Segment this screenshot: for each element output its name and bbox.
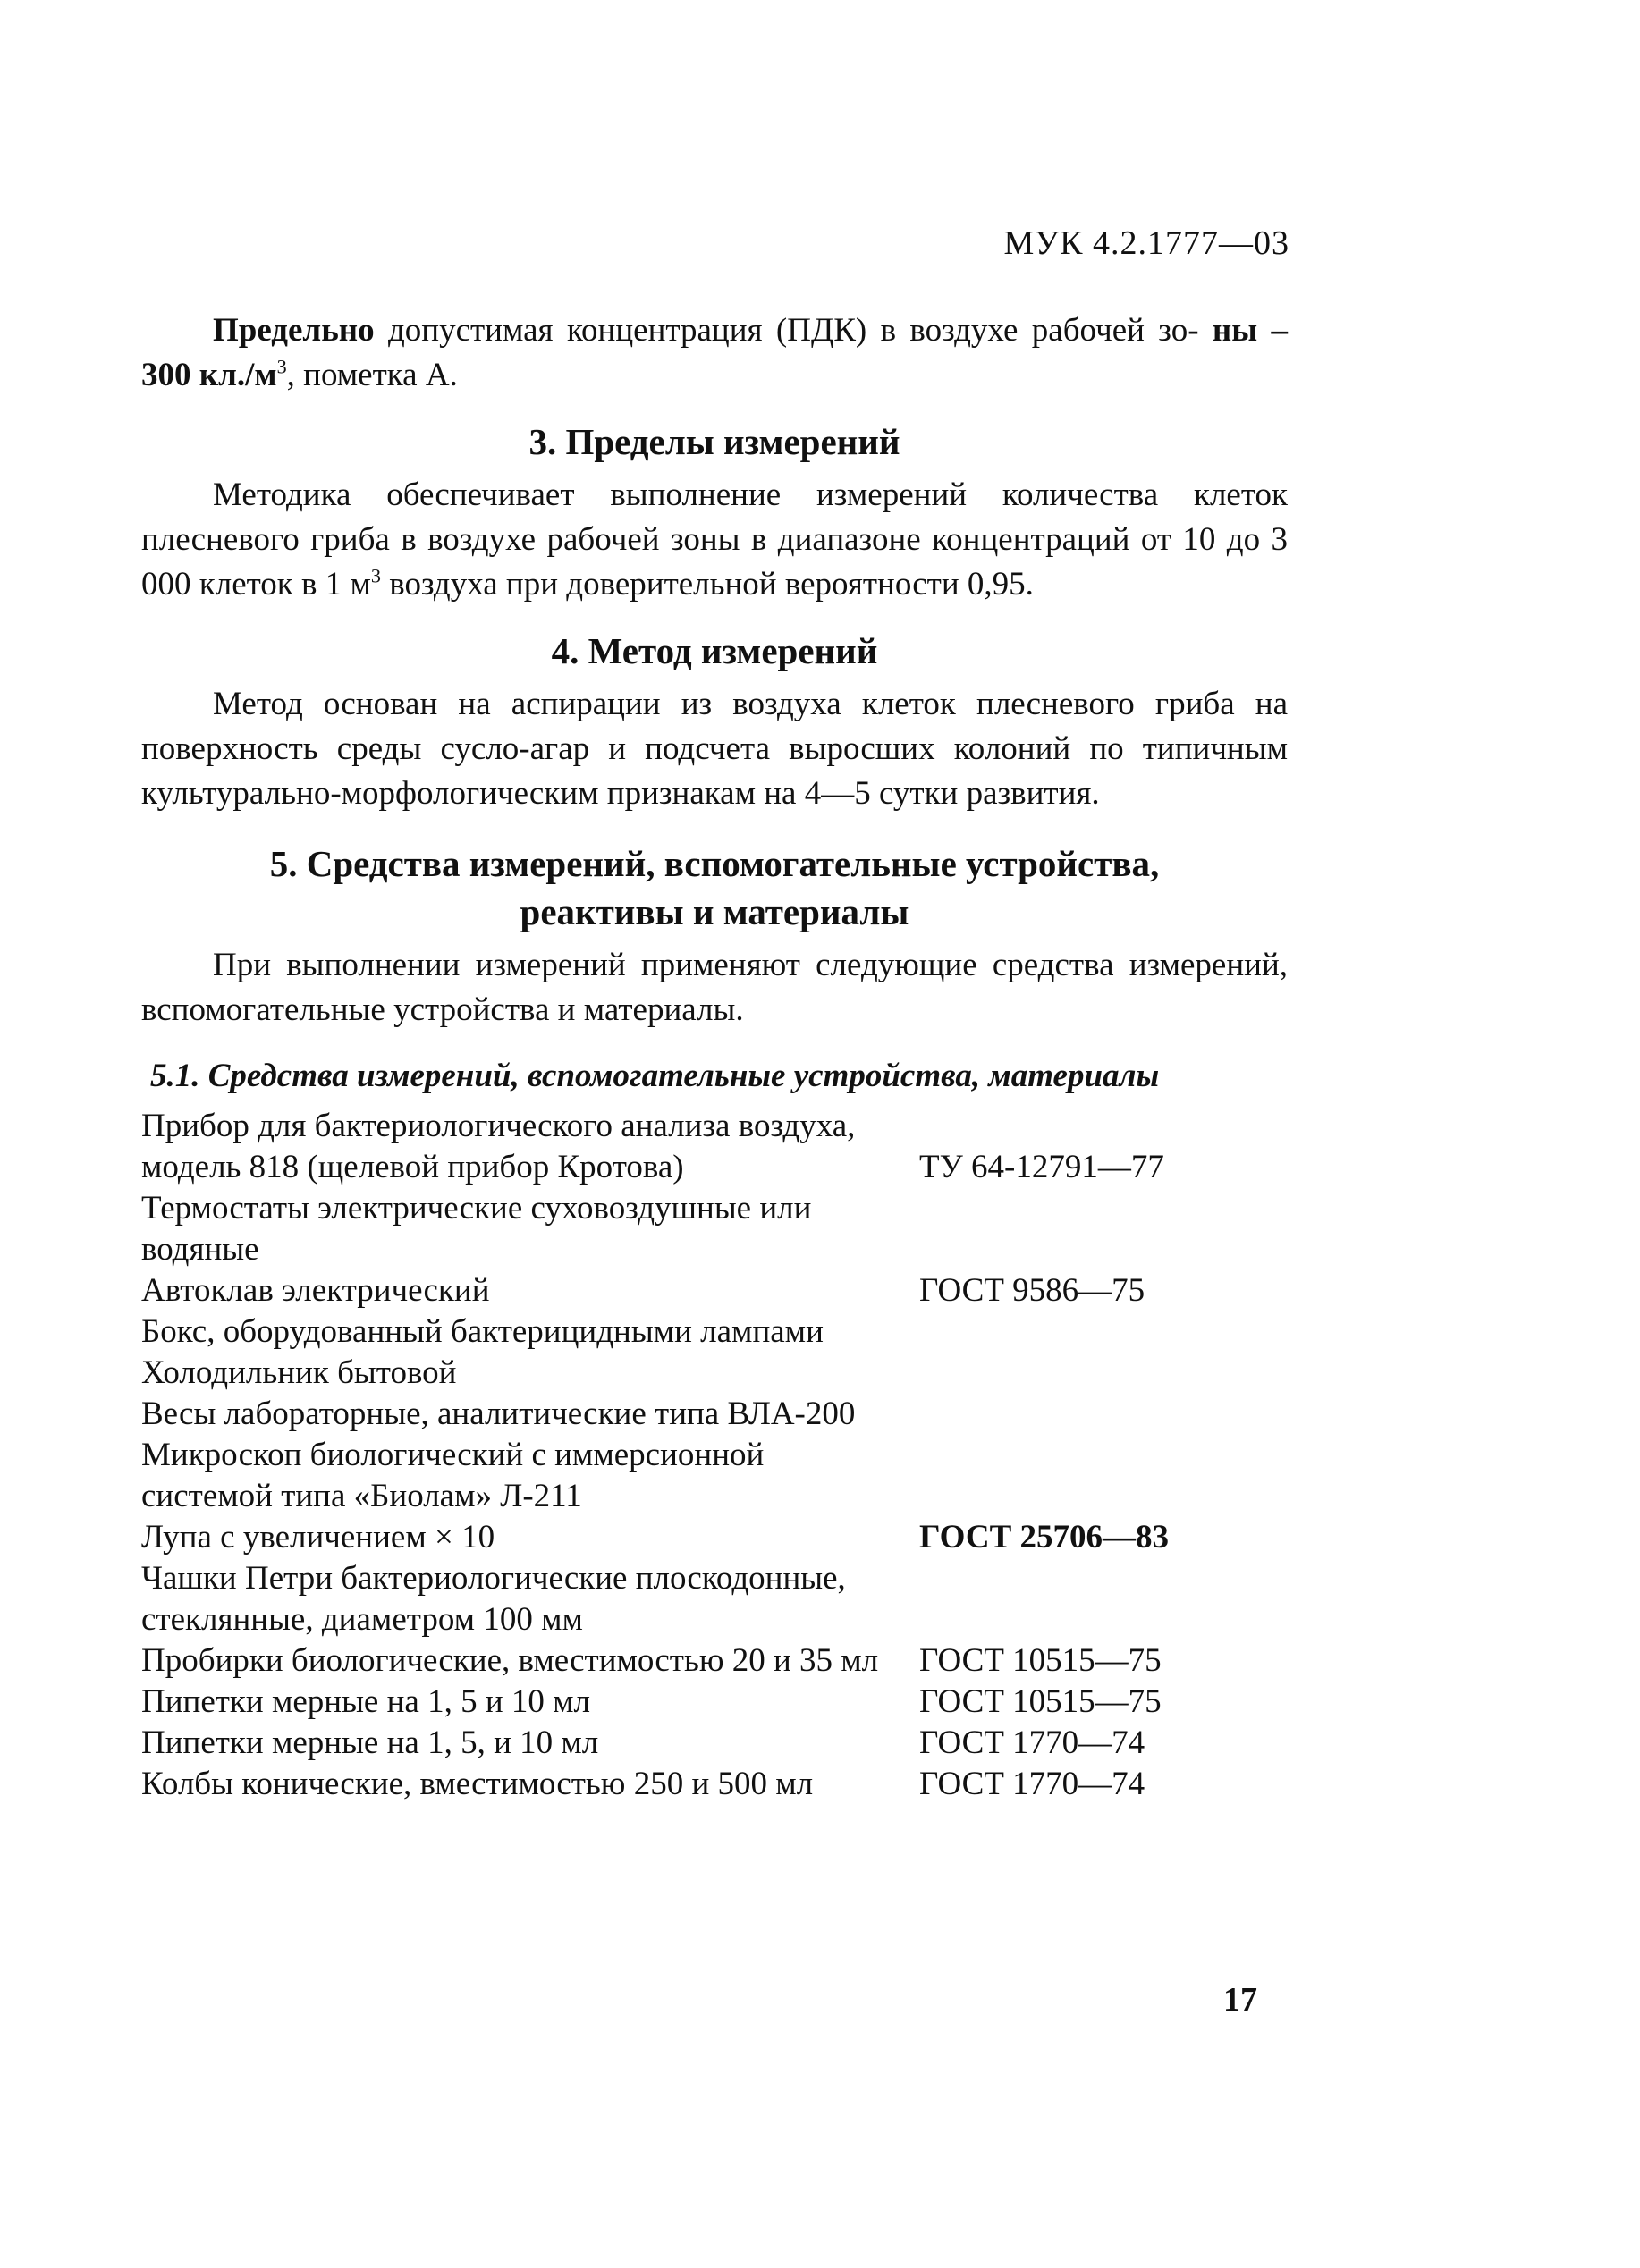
equipment-name: Лупа с увеличением × 10: [141, 1519, 495, 1556]
equipment-standard: ТУ 64-12791—77: [919, 1149, 1164, 1185]
equipment-row: [141, 1270, 1288, 1311]
equipment-name: Пробирки биологические, вместимостью 20 и 35 мл: [141, 1642, 879, 1679]
page-number: 17: [1223, 1981, 1257, 2019]
section-3-text-b: воздуха при доверительной вероятности 0,95.: [381, 566, 1034, 603]
equipment-standard: [901, 1311, 1288, 1353]
equipment-name: Весы лабораторные, аналитические типа ВЛА-200: [141, 1395, 856, 1432]
intro-mark: , пометка А.: [286, 357, 458, 393]
equipment-standard: [901, 1435, 1288, 1517]
equipment-row: [141, 1517, 1288, 1558]
intro-pdk-value: ны – 300 кл./м: [141, 312, 1289, 393]
document-code: МУК 4.2.1777—03: [1003, 224, 1289, 262]
section-3-text: [141, 473, 1288, 607]
intro-paragraph: [141, 308, 1288, 398]
equipment-name: Автоклав электрический: [141, 1272, 490, 1309]
equipment-standard: ГОСТ 25706—83: [919, 1519, 1169, 1556]
equipment-standard: [901, 1353, 1288, 1394]
equipment-row: [141, 1435, 1288, 1517]
equipment-name: Прибор для бактериологического анализа воздуха, модель 818 (щелевой прибор Кротова): [141, 1108, 856, 1185]
main-content: [141, 308, 1288, 1805]
equipment-standard: ГОСТ 10515—75: [919, 1683, 1162, 1720]
section-5-title-line1: 5. Средства измерений, вспомогательные устройства,: [269, 843, 1160, 884]
section-5-title: [141, 839, 1288, 936]
equipment-standard: ГОСТ 10515—75: [919, 1642, 1162, 1679]
equipment-row: [141, 1682, 1288, 1723]
equipment-standard: ГОСТ 9586—75: [919, 1272, 1145, 1309]
equipment-name: Пипетки мерные на 1, 5, и 10 мл: [141, 1724, 599, 1761]
intro-superscript: 3: [276, 355, 287, 378]
equipment-name: Термостаты электрические суховоздушные или водяные: [141, 1190, 812, 1268]
section-5-text: При выполнении измерений применяют следующие средства измерений, вспомогательные устройства и материалы.: [141, 947, 1288, 1028]
equipment-row: [141, 1353, 1288, 1394]
equipment-row: [141, 1764, 1288, 1805]
equipment-row: [141, 1188, 1288, 1270]
equipment-table-body: [141, 1106, 1288, 1805]
equipment-row: [141, 1394, 1288, 1435]
equipment-row: [141, 1723, 1288, 1764]
equipment-row: [141, 1640, 1288, 1682]
equipment-row: [141, 1106, 1288, 1188]
section-5-title-line2: реактивы и материалы: [520, 891, 909, 932]
section-4-text: Метод основан на аспирации из воздуха клеток плесневого гриба на поверхность среды сусло-агар и подсчета выросших колоний по типичным культурально-морфологическим признакам на 4—5 сутки развития.: [141, 686, 1288, 812]
section-5-1-title: 5.1. Средства измерений, вспомогательные устройства, материалы: [150, 1058, 1160, 1094]
section-4-title: 4. Метод измерений: [551, 630, 878, 671]
equipment-name: Микроскоп биологический с иммерсионной системой типа «Биолам» Л-211: [141, 1437, 765, 1514]
section-3-title: 3. Пределы измерений: [528, 421, 900, 462]
equipment-name: Чашки Петри бактериологические плоскодонные, стеклянные, диаметром 100 мм: [141, 1560, 846, 1638]
equipment-table: [141, 1106, 1288, 1805]
equipment-name: Колбы конические, вместимостью 250 и 500 мл: [141, 1766, 814, 1802]
equipment-standard: [901, 1558, 1288, 1640]
section-3-text-a: Методика обеспечивает выполнение измерений количества клеток плесневого гриба в воздухе рабочей зоны в диапазоне концентраций от 10 до 3 000 клеток в 1 м: [141, 476, 1288, 603]
equipment-name: Пипетки мерные на 1, 5 и 10 мл: [141, 1683, 591, 1720]
equipment-standard: [901, 1188, 1288, 1270]
equipment-standard: ГОСТ 1770—74: [919, 1724, 1145, 1761]
intro-text: допустимая концентрация (ПДК) в воздухе рабочей зо-: [374, 312, 1199, 349]
intro-bold-start: Предельно: [213, 312, 375, 349]
equipment-standard: [901, 1394, 1288, 1435]
equipment-name: Бокс, оборудованный бактерицидными лампами: [141, 1313, 824, 1350]
section-3-superscript: 3: [370, 564, 381, 587]
equipment-name: Холодильник бытовой: [141, 1354, 457, 1391]
equipment-row: [141, 1311, 1288, 1353]
equipment-standard: ГОСТ 1770—74: [919, 1766, 1145, 1802]
equipment-row: [141, 1558, 1288, 1640]
